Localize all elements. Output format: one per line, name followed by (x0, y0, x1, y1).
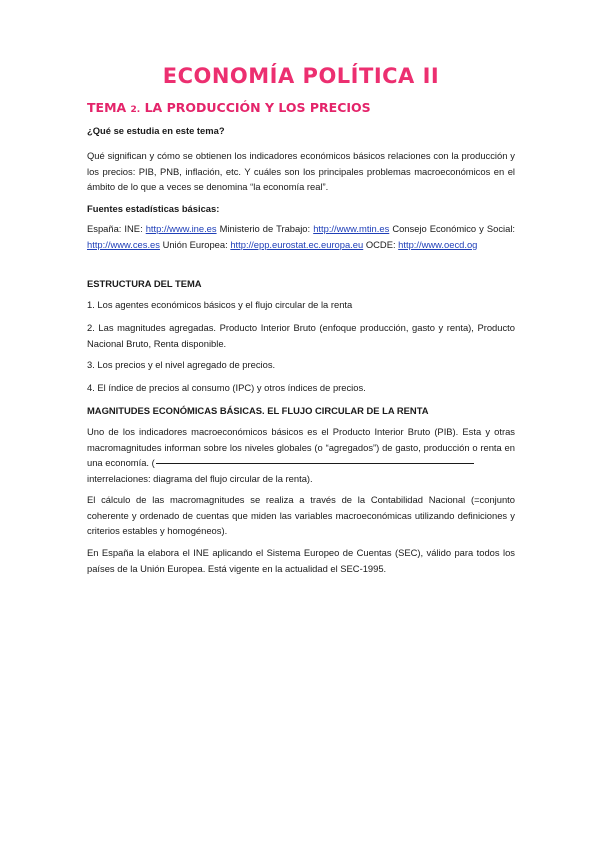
ine-link[interactable]: http://www.ine.es (145, 223, 217, 234)
structure-item: 3. Los precios y el nivel agregado de precios. (87, 359, 276, 370)
magnitudes-text-1: Uno de los indicadores macroeconómicos básicos es el Producto Interior Bruto (PIB). Esta y otras macromagnitudes informan sobre los niveles globales (o “agregados”) de gasto, producción o renta en una economía. (87, 426, 515, 469)
blank-line (156, 463, 474, 464)
topic-number: 2. (130, 105, 141, 115)
magnitudes-paragraph-3: En España la elabora el INE aplicando el Sistema Europeo de Cuentas (SEC), válido para todos los países de la Unión Europea. Está vigente en la actualidad el SEC-1995. (87, 547, 515, 574)
eurostat-link[interactable]: http://epp.eurostat.ec.europa.eu (230, 238, 364, 250)
magnitudes-note: interrelaciones: diagrama del flujo circular de la renta). (87, 473, 313, 484)
magnitudes-paragraph-2: El cálculo de las macromagnitudes se realiza a través de la Contabilidad Nacional (=conjunto coherente y ordenado de cuentas que miden las variables macroeconómicas utilizando definiciones y criterios estables y homogéneos). (87, 494, 515, 537)
sources-paragraph (87, 221, 515, 252)
structure-item: 4. El índice de precios al consumo (IPC) y otros índices de precios. (87, 382, 366, 393)
structure-item: 2. Las magnitudes agregadas. Producto Interior Bruto (enfoque producción, gasto y renta), Producto Nacional Bruto, Renta disponible. (87, 322, 515, 349)
structure-heading: ESTRUCTURA DEL TEMA (87, 278, 202, 289)
oecd-link[interactable]: http://www.oecd.og (398, 238, 478, 250)
topic-name: LA PRODUCCIÓN Y LOS PRECIOS (144, 100, 371, 115)
oecd-label: OCDE: (365, 238, 396, 250)
magnitudes-heading: MAGNITUDES ECONÓMICAS BÁSICAS. EL FLUJO CIRCULAR DE LA RENTA (87, 405, 429, 416)
intro-heading: ¿Qué se estudia en este tema? (87, 125, 225, 136)
topic-prefix: TEMA (87, 100, 127, 115)
mtin-link[interactable]: http://www.mtin.es (313, 223, 390, 234)
magnitudes-paragraph-1 (87, 424, 515, 471)
ces-label: Consejo Económico y Social: (392, 223, 516, 234)
ces-link[interactable]: http://www.ces.es (87, 238, 160, 250)
sources-heading: Fuentes estadísticas básicas: (87, 203, 220, 214)
ine-label: España: INE: (87, 223, 143, 234)
document-title: ECONOMÍA POLÍTICA II (162, 64, 440, 88)
topic-heading (87, 100, 371, 115)
eu-label: Unión Europea: (162, 238, 228, 250)
open-paren: ( (151, 457, 155, 469)
intro-paragraph: Qué significan y cómo se obtienen los indicadores económicos básicos relaciones con la producción y los precios: PIB, PNB, inflación, etc. Y cuáles son los principales problemas macroeconómicos en el ámbito de lo que a veces se denomina “la economía real”. (87, 150, 515, 193)
structure-item: 1. Los agentes económicos básicos y el flujo circular de la renta (87, 299, 353, 310)
mtin-label: Ministerio de Trabajo: (219, 223, 311, 234)
